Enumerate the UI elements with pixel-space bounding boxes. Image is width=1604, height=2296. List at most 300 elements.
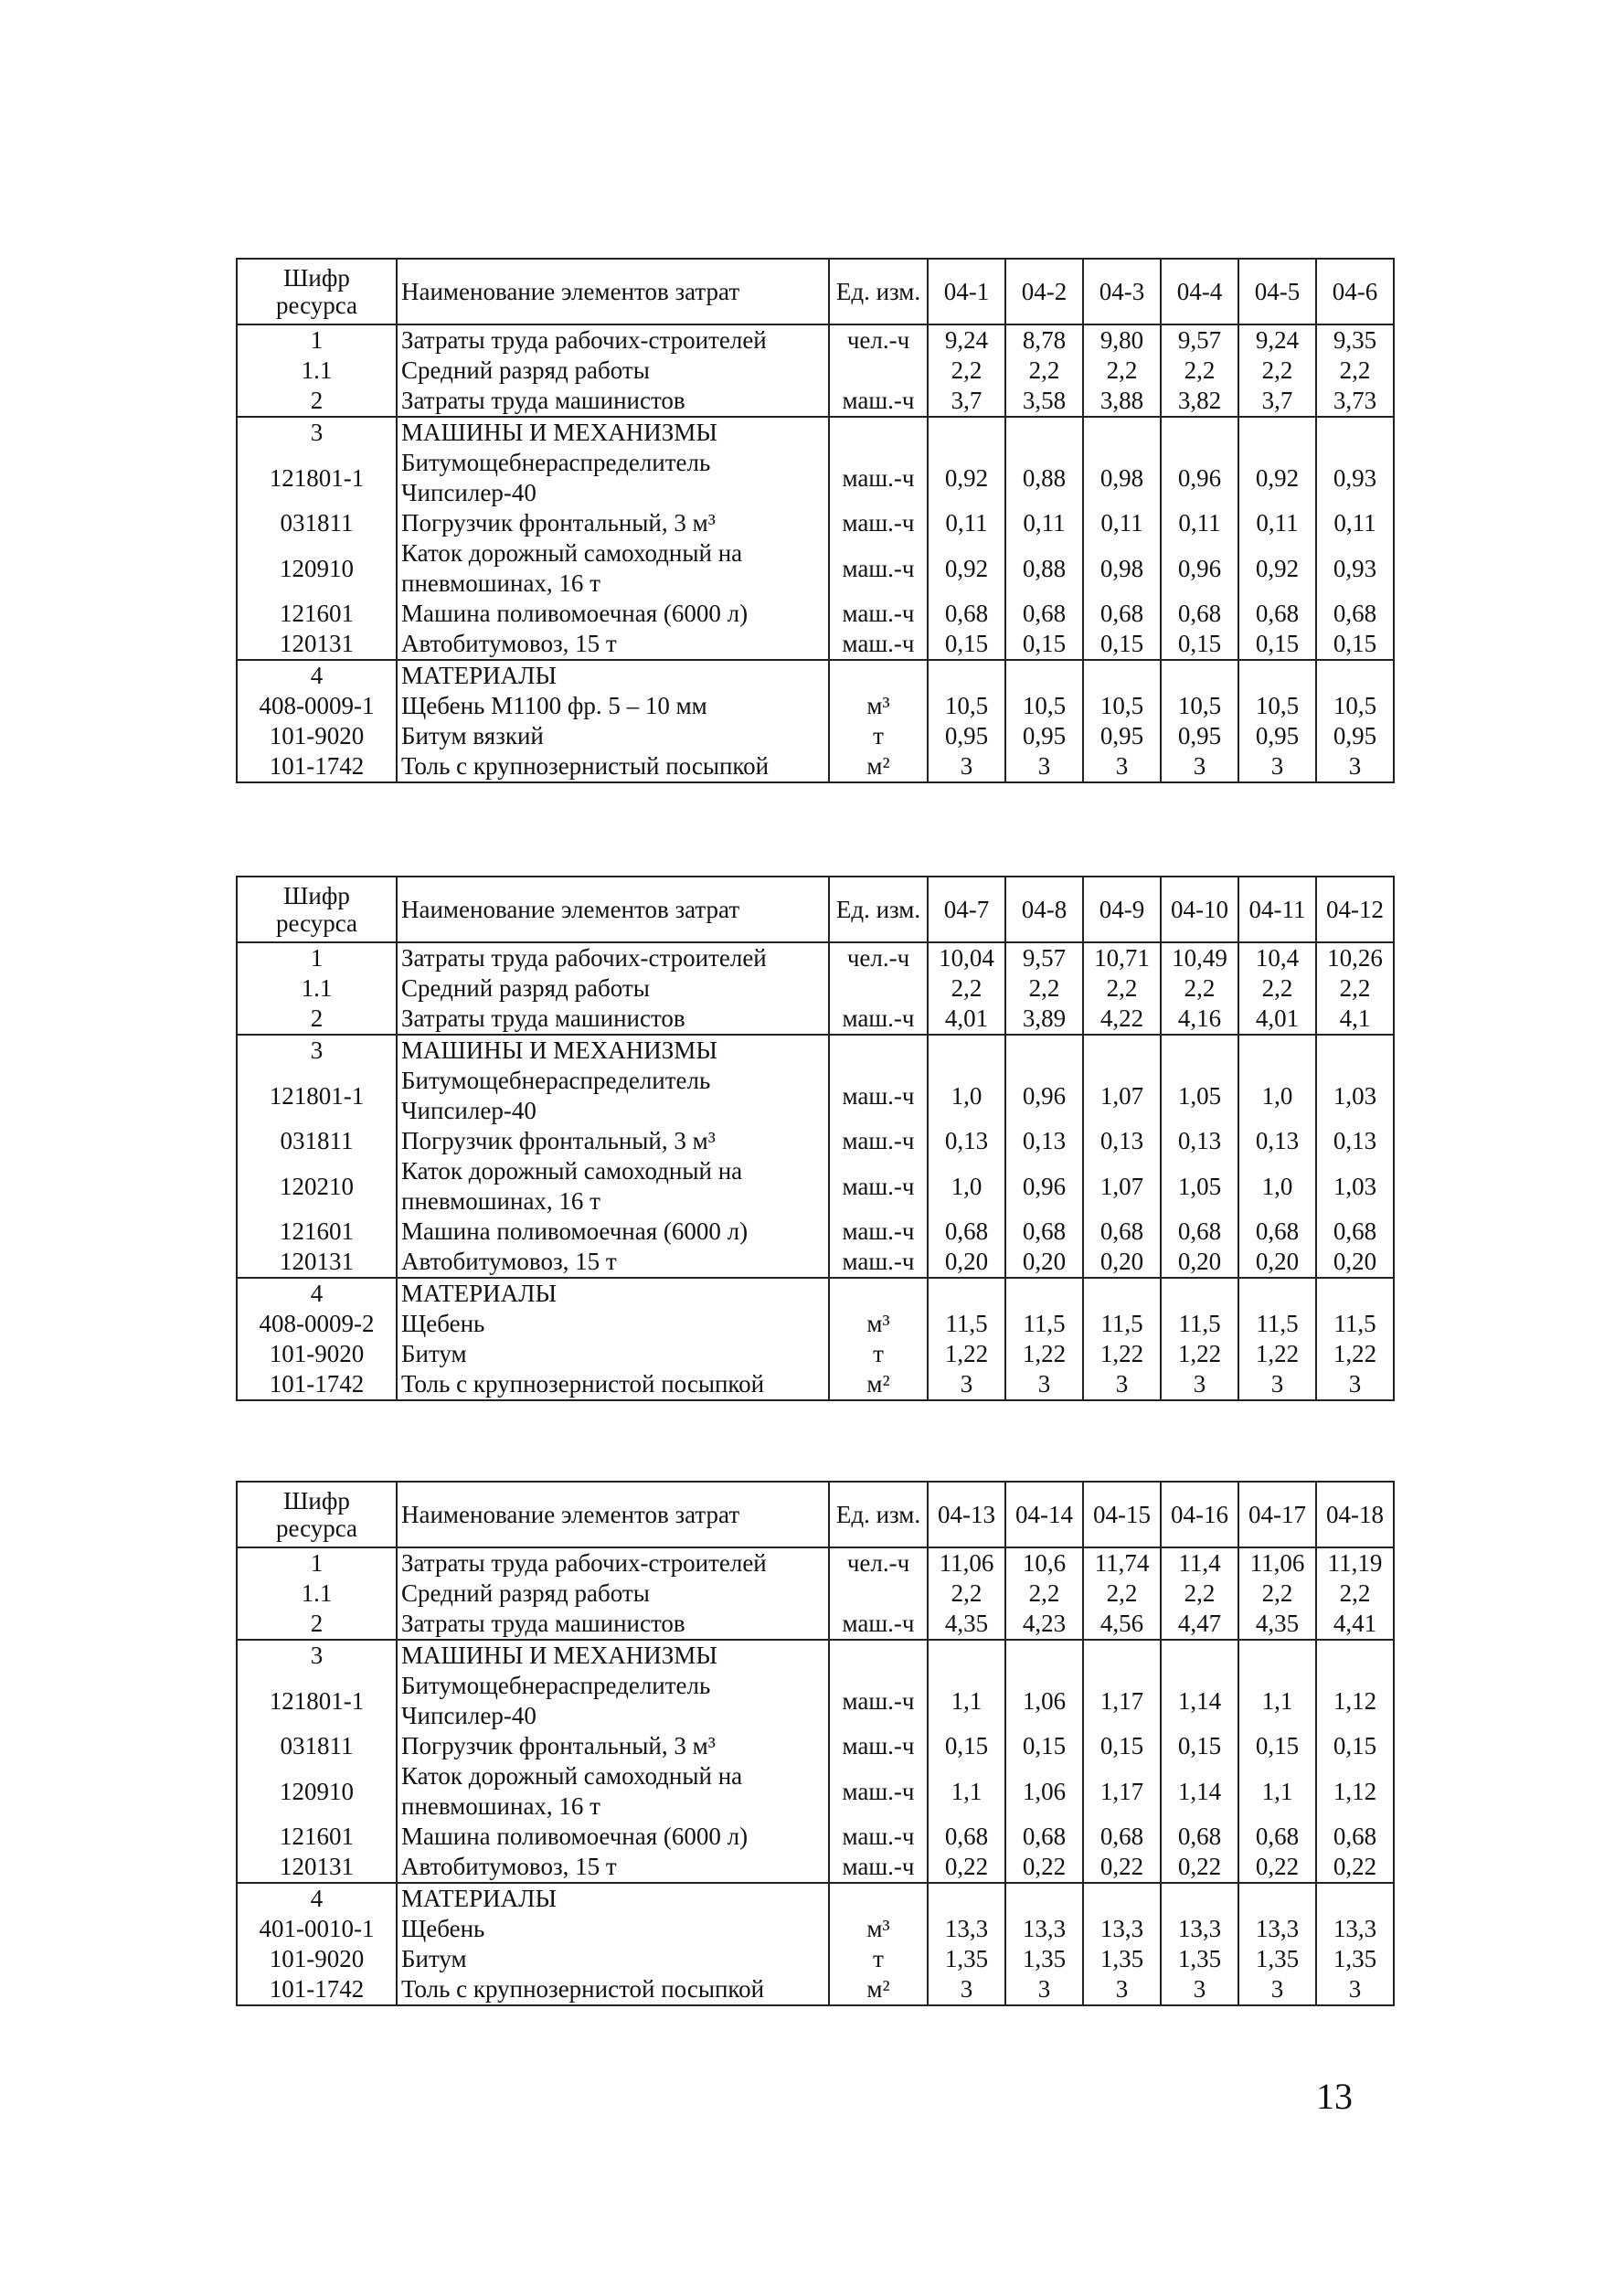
resource-name: Битум: [397, 1944, 829, 1974]
value-cell: [1161, 660, 1238, 691]
header-column: 04-18: [1316, 1482, 1394, 1547]
resource-code: 121801-1: [237, 1671, 397, 1731]
value-cell: 4,35: [1238, 1609, 1316, 1640]
value-cell: 13,3: [928, 1914, 1005, 1944]
value-cell: 0,68: [928, 1217, 1005, 1247]
table-row: [237, 1822, 1394, 1852]
value-cell: 0,22: [1161, 1852, 1238, 1883]
value-cell: 4,1: [1316, 1004, 1394, 1035]
unit-of-measure: чел.-ч: [829, 1547, 928, 1578]
value-cell: 0,68: [1316, 599, 1394, 629]
resource-name: Каток дорожный самоходный на пневмошинах, 16 т: [397, 1761, 829, 1822]
value-cell: 1,05: [1161, 1156, 1238, 1217]
header-column: 04-14: [1005, 1482, 1083, 1547]
value-cell: 1,06: [1005, 1671, 1083, 1731]
value-cell: 0,68: [1316, 1217, 1394, 1247]
resource-name: Битум: [397, 1339, 829, 1369]
value-cell: 3,7: [928, 386, 1005, 417]
value-cell: 8,78: [1005, 324, 1083, 356]
table-row: [237, 1671, 1394, 1731]
value-cell: 0,68: [1005, 1822, 1083, 1852]
table-row: [237, 1547, 1394, 1578]
unit-of-measure: чел.-ч: [829, 324, 928, 356]
resource-name: Средний разряд работы: [397, 973, 829, 1004]
resource-code: 3: [237, 417, 397, 448]
resource-code: 2: [237, 1004, 397, 1035]
value-cell: 1,22: [1238, 1339, 1316, 1369]
resource-code: 2: [237, 1609, 397, 1640]
value-cell: 2,2: [1005, 973, 1083, 1004]
resource-code: 101-1742: [237, 1369, 397, 1400]
value-cell: 9,24: [1238, 324, 1316, 356]
value-cell: 3: [1083, 1369, 1161, 1400]
resource-table-3: [236, 1481, 1395, 2006]
table-row: [237, 1944, 1394, 1974]
value-cell: 3: [1161, 751, 1238, 782]
resource-table-1: [236, 258, 1395, 783]
header-column: 04-15: [1083, 1482, 1161, 1547]
value-cell: 0,20: [1005, 1247, 1083, 1278]
resource-code: 101-1742: [237, 1974, 397, 2005]
unit-of-measure: т: [829, 721, 928, 751]
table-row: [237, 721, 1394, 751]
value-cell: 2,2: [1161, 1578, 1238, 1609]
resource-name: Битумощебнераспределитель Чипсилер-40: [397, 448, 829, 508]
value-cell: [1316, 417, 1394, 448]
value-cell: 0,11: [1238, 508, 1316, 538]
value-cell: 1,14: [1161, 1671, 1238, 1731]
resource-name: Каток дорожный самоходный на пневмошинах, 16 т: [397, 1156, 829, 1217]
resource-code: 101-1742: [237, 751, 397, 782]
value-cell: 3: [1161, 1974, 1238, 2005]
value-cell: 0,95: [928, 721, 1005, 751]
value-cell: 10,71: [1083, 942, 1161, 973]
unit-of-measure: [829, 1035, 928, 1066]
value-cell: 0,13: [1161, 1126, 1238, 1156]
header-unit: Ед. изм.: [829, 259, 928, 324]
header-code: Шифр ресурса: [237, 259, 397, 324]
value-cell: 11,06: [928, 1547, 1005, 1578]
value-cell: 0,68: [928, 599, 1005, 629]
resource-name: Затраты труда машинистов: [397, 1609, 829, 1640]
unit-of-measure: маш.-ч: [829, 508, 928, 538]
header-column: 04-6: [1316, 259, 1394, 324]
value-cell: 0,68: [1005, 1217, 1083, 1247]
value-cell: 1,22: [1161, 1339, 1238, 1369]
value-cell: 2,2: [1083, 973, 1161, 1004]
header-column: 04-16: [1161, 1482, 1238, 1547]
value-cell: 0,68: [1238, 1217, 1316, 1247]
value-cell: 1,0: [1238, 1156, 1316, 1217]
value-cell: 11,5: [1161, 1309, 1238, 1339]
unit-of-measure: т: [829, 1339, 928, 1369]
table-row: [237, 942, 1394, 973]
value-cell: 0,20: [1161, 1247, 1238, 1278]
resource-code: 121601: [237, 1217, 397, 1247]
table-row: [237, 1609, 1394, 1640]
resource-name: Средний разряд работы: [397, 356, 829, 386]
value-cell: [1316, 1278, 1394, 1309]
value-cell: 2,2: [1083, 356, 1161, 386]
value-cell: 11,5: [928, 1309, 1005, 1339]
value-cell: 1,35: [1316, 1944, 1394, 1974]
value-cell: 2,2: [1238, 1578, 1316, 1609]
table-row: [237, 1761, 1394, 1822]
unit-of-measure: маш.-ч: [829, 629, 928, 660]
value-cell: 4,41: [1316, 1609, 1394, 1640]
value-cell: 0,68: [1238, 1822, 1316, 1852]
value-cell: 2,2: [1316, 973, 1394, 1004]
resource-code: 1: [237, 942, 397, 973]
unit-of-measure: м²: [829, 1974, 928, 2005]
value-cell: 0,11: [1316, 508, 1394, 538]
header-column: 04-12: [1316, 877, 1394, 942]
table-row: [237, 1578, 1394, 1609]
value-cell: 0,20: [928, 1247, 1005, 1278]
header-column: 04-5: [1238, 259, 1316, 324]
value-cell: 1,1: [1238, 1671, 1316, 1731]
unit-of-measure: маш.-ч: [829, 448, 928, 508]
value-cell: 0,68: [1161, 599, 1238, 629]
table-row: [237, 751, 1394, 782]
resource-name: Щебень: [397, 1914, 829, 1944]
table-row: [237, 1035, 1394, 1066]
value-cell: 13,3: [1161, 1914, 1238, 1944]
value-cell: [1316, 1640, 1394, 1671]
resource-code: 1.1: [237, 356, 397, 386]
header-column: 04-11: [1238, 877, 1316, 942]
resource-code: 121601: [237, 1822, 397, 1852]
resource-code: 1.1: [237, 973, 397, 1004]
value-cell: 0,88: [1005, 448, 1083, 508]
unit-of-measure: маш.-ч: [829, 1247, 928, 1278]
value-cell: 0,13: [1083, 1126, 1161, 1156]
resource-name: Каток дорожный самоходный на пневмошинах, 16 т: [397, 538, 829, 599]
resource-name: Толь с крупнозернистый посыпкой: [397, 751, 829, 782]
value-cell: 0,92: [928, 448, 1005, 508]
unit-of-measure: [829, 356, 928, 386]
unit-of-measure: маш.-ч: [829, 1671, 928, 1731]
value-cell: 2,2: [1161, 973, 1238, 1004]
header-column: 04-17: [1238, 1482, 1316, 1547]
unit-of-measure: маш.-ч: [829, 1156, 928, 1217]
value-cell: 4,22: [1083, 1004, 1161, 1035]
resource-name: Машина поливомоечная (6000 л): [397, 1822, 829, 1852]
unit-of-measure: м²: [829, 1369, 928, 1400]
value-cell: 9,35: [1316, 324, 1394, 356]
table-row: [237, 660, 1394, 691]
section-title: МАШИНЫ И МЕХАНИЗМЫ: [397, 1640, 829, 1671]
resource-name: Машина поливомоечная (6000 л): [397, 599, 829, 629]
value-cell: 1,12: [1316, 1671, 1394, 1731]
value-cell: 11,5: [1316, 1309, 1394, 1339]
value-cell: 2,2: [1238, 356, 1316, 386]
table-row: [237, 1369, 1394, 1400]
table-row: [237, 1731, 1394, 1761]
value-cell: 0,95: [1238, 721, 1316, 751]
value-cell: 10,5: [1083, 691, 1161, 721]
header-name: Наименование элементов затрат: [397, 877, 829, 942]
resource-code: 408-0009-2: [237, 1309, 397, 1339]
resource-name: Толь с крупнозернистой посыпкой: [397, 1369, 829, 1400]
resource-code: 121601: [237, 599, 397, 629]
unit-of-measure: [829, 1278, 928, 1309]
table-row: [237, 691, 1394, 721]
section-title: МАТЕРИАЛЫ: [397, 1883, 829, 1914]
value-cell: [1005, 660, 1083, 691]
resource-code: 401-0010-1: [237, 1914, 397, 1944]
value-cell: 0,93: [1316, 448, 1394, 508]
value-cell: 0,68: [928, 1822, 1005, 1852]
resource-code: 4: [237, 1278, 397, 1309]
unit-of-measure: м³: [829, 1309, 928, 1339]
value-cell: 10,26: [1316, 942, 1394, 973]
table-row: [237, 1156, 1394, 1217]
resource-code: 031811: [237, 1731, 397, 1761]
value-cell: [1238, 1883, 1316, 1914]
unit-of-measure: [829, 1883, 928, 1914]
value-cell: 1,35: [1161, 1944, 1238, 1974]
resource-code: 101-9020: [237, 1339, 397, 1369]
value-cell: 0,15: [1161, 1731, 1238, 1761]
value-cell: [1161, 1035, 1238, 1066]
table-header-row: [237, 259, 1394, 324]
value-cell: 0,15: [1005, 1731, 1083, 1761]
resource-name: Машина поливомоечная (6000 л): [397, 1217, 829, 1247]
value-cell: 0,92: [1238, 448, 1316, 508]
value-cell: 11,4: [1161, 1547, 1238, 1578]
table-row: [237, 1883, 1394, 1914]
value-cell: 13,3: [1005, 1914, 1083, 1944]
value-cell: 0,11: [1083, 508, 1161, 538]
unit-of-measure: [829, 1578, 928, 1609]
value-cell: [1238, 417, 1316, 448]
value-cell: 0,22: [1316, 1852, 1394, 1883]
table-row: [237, 1004, 1394, 1035]
value-cell: 4,01: [928, 1004, 1005, 1035]
resource-code: 120210: [237, 1156, 397, 1217]
unit-of-measure: [829, 417, 928, 448]
value-cell: 2,2: [1005, 1578, 1083, 1609]
value-cell: 1,03: [1316, 1066, 1394, 1126]
section-title: МАТЕРИАЛЫ: [397, 1278, 829, 1309]
table-row: [237, 1217, 1394, 1247]
unit-of-measure: [829, 660, 928, 691]
value-cell: 1,22: [1316, 1339, 1394, 1369]
value-cell: 3: [1238, 751, 1316, 782]
value-cell: [1083, 1035, 1161, 1066]
value-cell: 11,5: [1083, 1309, 1161, 1339]
resource-code: 1: [237, 1547, 397, 1578]
value-cell: 0,68: [1083, 599, 1161, 629]
value-cell: [1083, 1640, 1161, 1671]
table-row: [237, 1066, 1394, 1126]
value-cell: 3,73: [1316, 386, 1394, 417]
resource-name: Битум вязкий: [397, 721, 829, 751]
value-cell: 0,22: [928, 1852, 1005, 1883]
value-cell: 3,58: [1005, 386, 1083, 417]
value-cell: [1161, 1883, 1238, 1914]
value-cell: 9,57: [1161, 324, 1238, 356]
header-code: Шифр ресурса: [237, 1482, 397, 1547]
table-row: [237, 538, 1394, 599]
section-title: МАШИНЫ И МЕХАНИЗМЫ: [397, 417, 829, 448]
value-cell: 2,2: [1316, 356, 1394, 386]
section-title: МАТЕРИАЛЫ: [397, 660, 829, 691]
unit-of-measure: маш.-ч: [829, 1217, 928, 1247]
value-cell: 11,5: [1005, 1309, 1083, 1339]
resource-name: Затраты труда рабочих-строителей: [397, 1547, 829, 1578]
resource-code: 031811: [237, 1126, 397, 1156]
value-cell: 4,16: [1161, 1004, 1238, 1035]
table-row: [237, 1852, 1394, 1883]
resource-code: 031811: [237, 508, 397, 538]
value-cell: [1083, 1278, 1161, 1309]
value-cell: 0,13: [1005, 1126, 1083, 1156]
value-cell: 0,13: [1238, 1126, 1316, 1156]
value-cell: [1238, 660, 1316, 691]
header-name: Наименование элементов затрат: [397, 1482, 829, 1547]
value-cell: 0,22: [1005, 1852, 1083, 1883]
unit-of-measure: м³: [829, 1914, 928, 1944]
header-column: 04-1: [928, 259, 1005, 324]
value-cell: 3,7: [1238, 386, 1316, 417]
value-cell: 0,15: [1083, 1731, 1161, 1761]
value-cell: 4,01: [1238, 1004, 1316, 1035]
value-cell: 1,12: [1316, 1761, 1394, 1822]
value-cell: 13,3: [1316, 1914, 1394, 1944]
header-code: Шифр ресурса: [237, 877, 397, 942]
resource-name: Погрузчик фронтальный, 3 м³: [397, 508, 829, 538]
value-cell: 3: [1083, 1974, 1161, 2005]
value-cell: [1005, 417, 1083, 448]
resource-name: Погрузчик фронтальный, 3 м³: [397, 1126, 829, 1156]
resource-code: 4: [237, 660, 397, 691]
resource-code: 1: [237, 324, 397, 356]
header-column: 04-2: [1005, 259, 1083, 324]
value-cell: 1,35: [1005, 1944, 1083, 1974]
unit-of-measure: м²: [829, 751, 928, 782]
value-cell: [928, 1883, 1005, 1914]
value-cell: 3: [928, 751, 1005, 782]
value-cell: 0,20: [1316, 1247, 1394, 1278]
value-cell: 3,82: [1161, 386, 1238, 417]
table-row: [237, 599, 1394, 629]
resource-code: 120910: [237, 538, 397, 599]
value-cell: 3: [1316, 1369, 1394, 1400]
value-cell: 1,35: [1238, 1944, 1316, 1974]
table-row: [237, 386, 1394, 417]
value-cell: 0,98: [1083, 538, 1161, 599]
header-column: 04-13: [928, 1482, 1005, 1547]
unit-of-measure: [829, 1640, 928, 1671]
value-cell: 11,5: [1238, 1309, 1316, 1339]
value-cell: 0,95: [1316, 721, 1394, 751]
value-cell: 2,2: [1161, 356, 1238, 386]
value-cell: 0,98: [1083, 448, 1161, 508]
value-cell: 0,15: [928, 629, 1005, 660]
table-row: [237, 1640, 1394, 1671]
header-column: 04-4: [1161, 259, 1238, 324]
value-cell: [1005, 1278, 1083, 1309]
value-cell: [1316, 1035, 1394, 1066]
value-cell: 3,89: [1005, 1004, 1083, 1035]
value-cell: 0,96: [1161, 448, 1238, 508]
header-name: Наименование элементов затрат: [397, 259, 829, 324]
value-cell: 3: [1005, 1974, 1083, 2005]
value-cell: 10,5: [1238, 691, 1316, 721]
value-cell: 9,24: [928, 324, 1005, 356]
unit-of-measure: маш.-ч: [829, 1126, 928, 1156]
resource-name: Средний разряд работы: [397, 1578, 829, 1609]
value-cell: 0,22: [1083, 1852, 1161, 1883]
value-cell: [1238, 1640, 1316, 1671]
value-cell: 0,95: [1161, 721, 1238, 751]
unit-of-measure: т: [829, 1944, 928, 1974]
resource-code: 120131: [237, 1852, 397, 1883]
value-cell: 0,11: [1161, 508, 1238, 538]
value-cell: 0,11: [1005, 508, 1083, 538]
unit-of-measure: маш.-ч: [829, 599, 928, 629]
value-cell: 0,15: [1316, 1731, 1394, 1761]
table-row: [237, 1126, 1394, 1156]
value-cell: 3,88: [1083, 386, 1161, 417]
value-cell: 1,0: [928, 1156, 1005, 1217]
resource-name: Щебень: [397, 1309, 829, 1339]
resource-name: Затраты труда машинистов: [397, 1004, 829, 1035]
header-unit: Ед. изм.: [829, 1482, 928, 1547]
resource-code: 120131: [237, 1247, 397, 1278]
resource-code: 121801-1: [237, 448, 397, 508]
page-number: 13: [1316, 2076, 1353, 2117]
unit-of-measure: м³: [829, 691, 928, 721]
value-cell: 1,17: [1083, 1761, 1161, 1822]
value-cell: 1,14: [1161, 1761, 1238, 1822]
value-cell: [1083, 1883, 1161, 1914]
resource-code: 1.1: [237, 1578, 397, 1609]
value-cell: 1,1: [1238, 1761, 1316, 1822]
resource-code: 120910: [237, 1761, 397, 1822]
value-cell: [1316, 660, 1394, 691]
value-cell: 0,15: [1083, 629, 1161, 660]
table-row: [237, 973, 1394, 1004]
resource-code: 101-9020: [237, 1944, 397, 1974]
value-cell: 1,1: [928, 1671, 1005, 1731]
value-cell: 0,68: [1083, 1822, 1161, 1852]
unit-of-measure: маш.-ч: [829, 1066, 928, 1126]
resource-code: 101-9020: [237, 721, 397, 751]
value-cell: 1,03: [1316, 1156, 1394, 1217]
resource-code: 3: [237, 1035, 397, 1066]
value-cell: 2,2: [928, 973, 1005, 1004]
value-cell: [1005, 1883, 1083, 1914]
value-cell: 0,20: [1083, 1247, 1161, 1278]
value-cell: 10,5: [928, 691, 1005, 721]
value-cell: 3: [1161, 1369, 1238, 1400]
value-cell: [928, 660, 1005, 691]
value-cell: 0,95: [1083, 721, 1161, 751]
value-cell: [1005, 1035, 1083, 1066]
value-cell: 10,6: [1005, 1547, 1083, 1578]
resource-name: Щебень М1100 фр. 5 – 10 мм: [397, 691, 829, 721]
header-column: 04-10: [1161, 877, 1238, 942]
resource-code: 121801-1: [237, 1066, 397, 1126]
value-cell: [1238, 1035, 1316, 1066]
value-cell: [1161, 1278, 1238, 1309]
value-cell: 1,22: [1005, 1339, 1083, 1369]
unit-of-measure: маш.-ч: [829, 538, 928, 599]
value-cell: 1,22: [928, 1339, 1005, 1369]
